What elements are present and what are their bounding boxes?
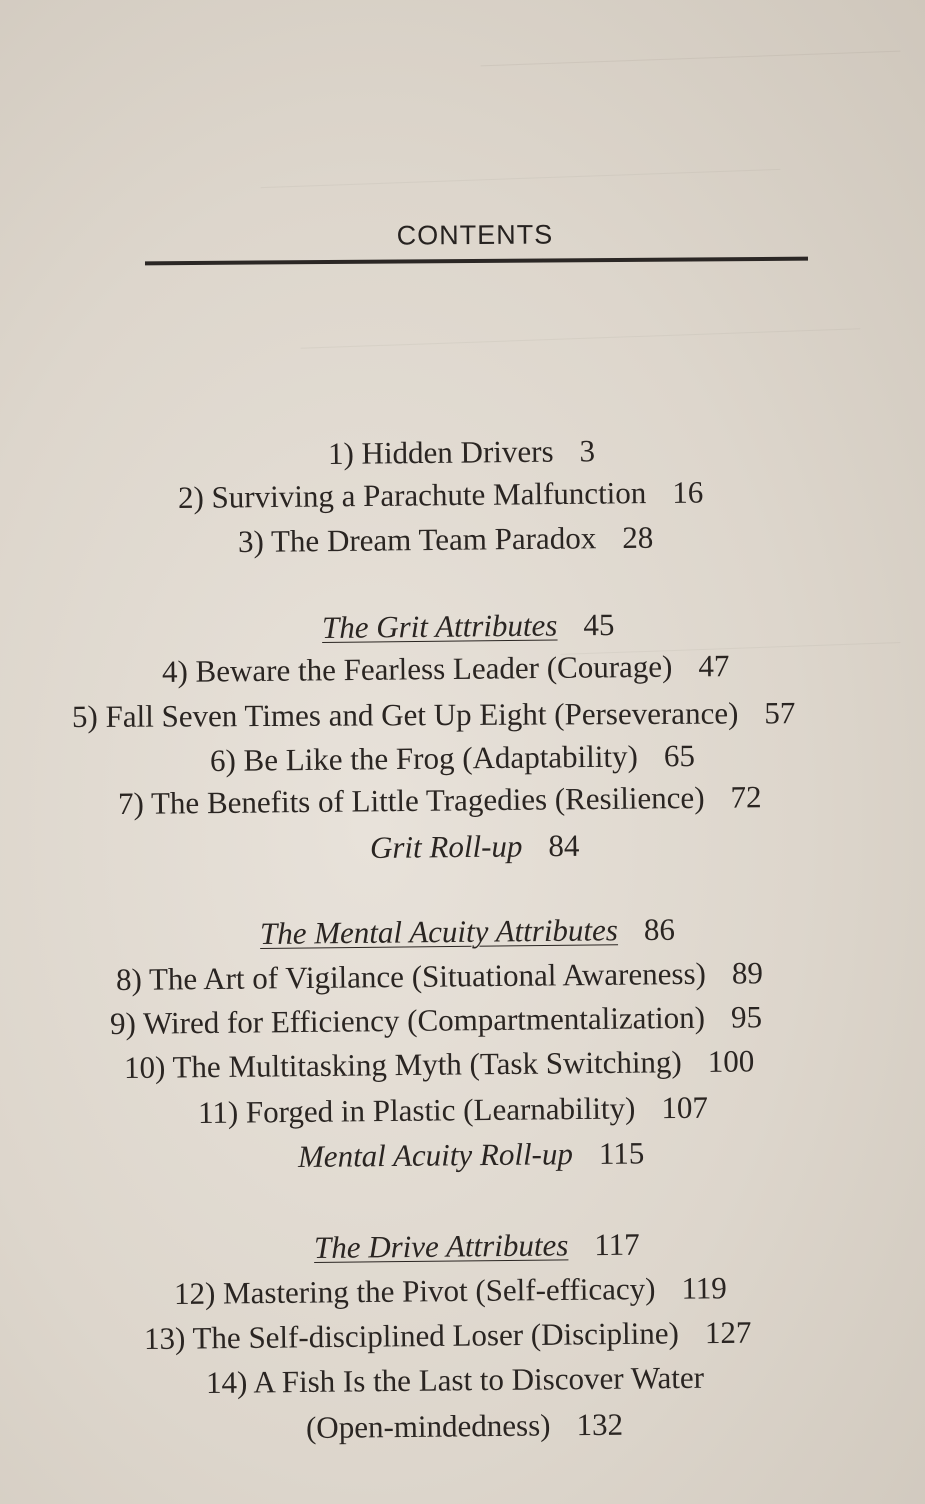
- toc-entry-page: 100: [707, 1043, 755, 1079]
- toc-entry-title: 5) Fall Seven Times and Get Up Eight (Perseverance): [71, 695, 739, 734]
- contents-heading: CONTENTS: [396, 219, 554, 251]
- toc-section-heading: [321, 606, 615, 645]
- toc-entry-page: 86: [643, 911, 676, 947]
- toc-entry: [205, 1359, 705, 1400]
- toc-entry-title: 2) Surviving a Parachute Malfunction: [177, 475, 647, 515]
- toc-entry-title: (Open-mindedness): [305, 1407, 551, 1445]
- toc-section-heading: [259, 911, 676, 951]
- toc-entry: [110, 1001, 762, 1039]
- toc-entry-page: 84: [548, 827, 580, 864]
- toc-entry-page: 95: [730, 999, 763, 1035]
- toc-entry: [177, 474, 704, 515]
- toc-entry: [174, 1272, 727, 1309]
- toc-entry-page: 117: [594, 1226, 640, 1263]
- toc-entry-title: 4) Beware the Fearless Leader (Courage): [161, 648, 673, 689]
- toc-entry-page: 45: [583, 606, 615, 643]
- toc-entry-page: 65: [663, 737, 696, 774]
- toc-entry-title: 8) The Art of Vigilance (Situational Awareness): [115, 955, 707, 997]
- toc-section-title: The Grit Attributes: [321, 607, 558, 645]
- toc-entry-page: 132: [576, 1406, 624, 1443]
- toc-entry: [116, 957, 763, 995]
- toc-section-heading: [313, 1226, 640, 1265]
- toc-entry-page: 57: [764, 695, 796, 731]
- toc-entry-page: 47: [698, 648, 730, 684]
- toc-entry: [237, 519, 654, 559]
- toc-entry: [328, 435, 595, 469]
- toc-entry-title: 13) The Self-disciplined Loser (Discipline): [143, 1315, 680, 1356]
- toc-entry-page: 115: [598, 1135, 645, 1171]
- toc-entry-title: 12) Mastering the Pivot (Self-efficacy): [173, 1270, 656, 1311]
- toc-entry: [209, 737, 696, 778]
- toc-section-title: The Mental Acuity Attributes: [259, 912, 619, 951]
- toc-entry-title: 6) Be Like the Frog (Adaptability): [209, 738, 639, 778]
- toc-entry-title: 9) Wired for Efficiency (Compartmentalization): [109, 999, 706, 1041]
- toc-entry-page: 3: [579, 433, 596, 469]
- toc-rollup: [298, 1137, 645, 1172]
- toc-rollup-title: Mental Acuity Roll-up: [297, 1136, 574, 1174]
- toc-entry-page: 16: [672, 474, 704, 510]
- toc-rollup-title: Grit Roll-up: [369, 828, 523, 865]
- toc-entry: [143, 1314, 752, 1356]
- toc-entry-title: 14) A Fish Is the Last to Discover Water: [205, 1359, 705, 1400]
- toc-entry-page: 89: [731, 955, 764, 991]
- toc-entry-page: 119: [681, 1270, 728, 1306]
- toc-entry-title: 11) Forged in Plastic (Learnability): [197, 1090, 636, 1130]
- toc-entry-continuation: [305, 1406, 624, 1445]
- toc-entry: [118, 781, 762, 819]
- toc-entry: [72, 697, 796, 732]
- toc-entry-page: 28: [622, 519, 654, 555]
- toc-entry-title: 1) Hidden Drivers: [327, 433, 554, 471]
- toc-entry: [124, 1045, 755, 1083]
- toc-entry-page: 107: [661, 1089, 709, 1126]
- toc-entry-page: 72: [730, 779, 762, 815]
- toc-entry-title: 7) The Benefits of Little Tragedies (Resilience): [117, 779, 705, 821]
- toc-section-title: The Drive Attributes: [313, 1227, 569, 1265]
- toc-entry-title: 10) The Multitasking Myth (Task Switching): [123, 1044, 682, 1085]
- toc-entry: [162, 650, 730, 687]
- toc-rollup: [369, 827, 580, 865]
- toc-entry-title: 3) The Dream Team Paradox: [237, 520, 597, 559]
- toc-entry: [197, 1089, 709, 1130]
- toc-entry-page: 127: [704, 1314, 752, 1351]
